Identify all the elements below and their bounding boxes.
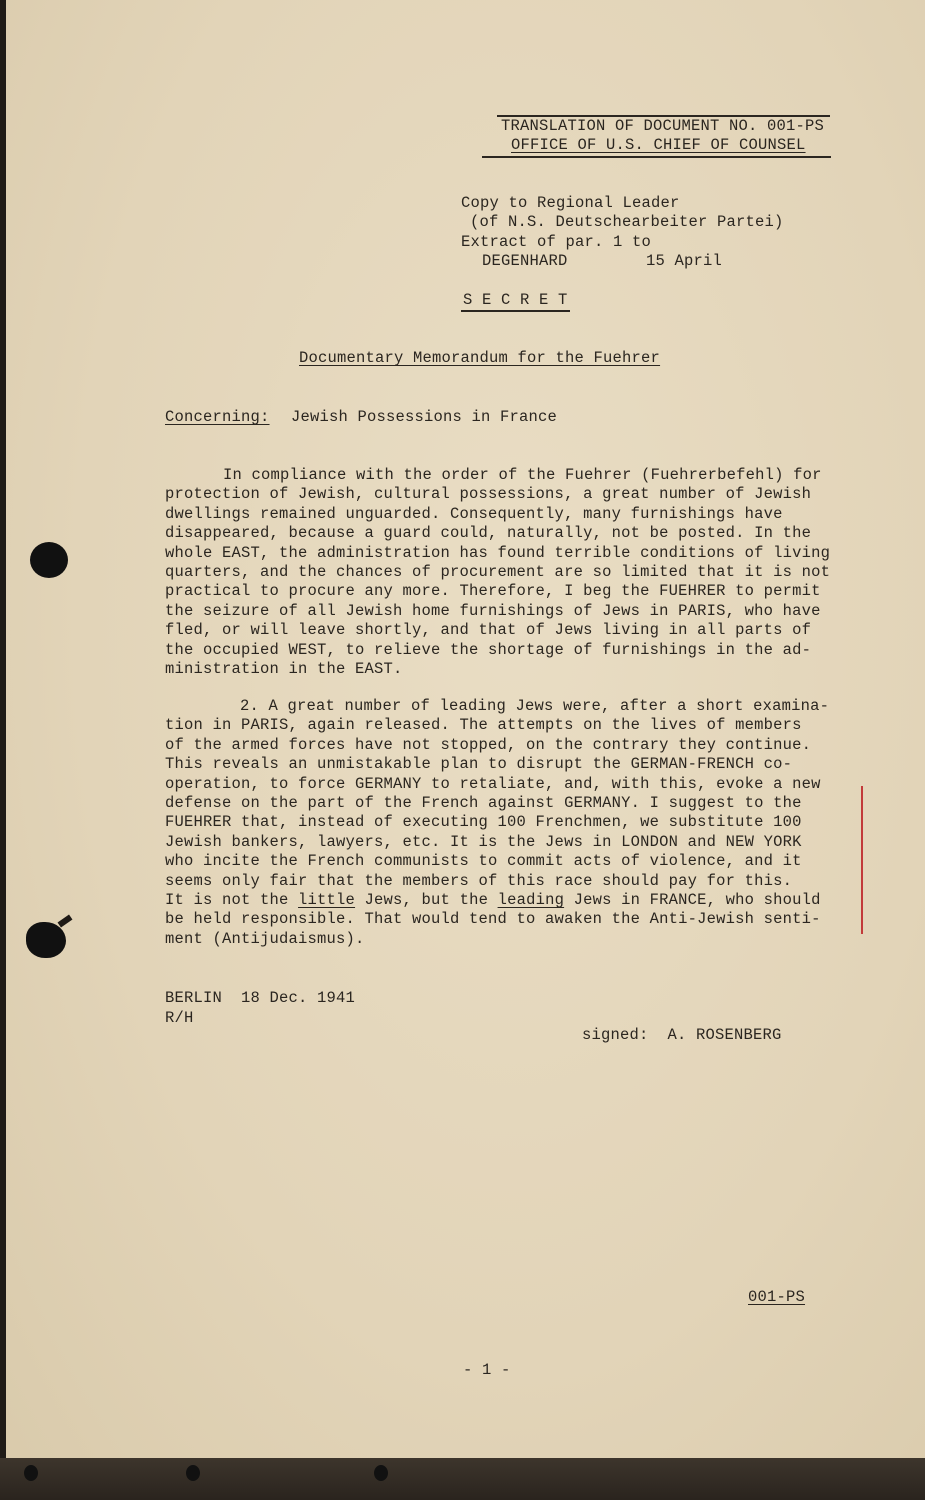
paragraph-1: In compliance with the order of the Fuehrer (Fuehrerbefehl) for protection of Jewish, cultural possessions, a great number of Jewish dwellings remained unguarded. Consequently, many furnishings have disappeared, because a guard could, naturally, not be posted. In the whole EAST, the administration has found terrible conditions of living quarters, and the chances of procurement are so limited that it is not practical to procure any more. Therefore, I beg the FUEHRER to permit the seizure of all Jewish home furnishings of Jews in PARIS, who have fled, or will leave shortly, and that of Jews living in all parts of the occupied WEST, to relieve the shortage of furnishings in the ad- ministration in the EAST. bbox=[165, 466, 831, 679]
binding-hole-1 bbox=[24, 1465, 38, 1481]
document-number: 001-PS bbox=[748, 1288, 806, 1306]
paragraph-2-part2: Jews, but the bbox=[355, 891, 498, 910]
place-date: BERLIN 18 Dec. 1941 bbox=[165, 989, 356, 1007]
word-leading: leading bbox=[497, 891, 565, 910]
paragraph-2-part3: Jews in FRANCE, who should be held responsible. That would tend to awaken the Anti-Jewish senti- ment (Antijudaismus). bbox=[165, 891, 821, 948]
header-office-line: OFFICE OF U.S. CHIEF OF COUNSEL bbox=[511, 136, 806, 154]
header-top-rule bbox=[497, 115, 830, 117]
memo-title: Documentary Memorandum for the Fuehrer bbox=[299, 349, 661, 367]
binding-strip bbox=[0, 1458, 925, 1500]
classification-stamp: S E C R E T bbox=[463, 291, 568, 309]
punch-hole-top bbox=[30, 542, 68, 578]
red-margin-mark bbox=[861, 786, 863, 934]
header-bottom-rule bbox=[482, 156, 831, 158]
concerning-label: Concerning: bbox=[165, 408, 270, 426]
classification-rule bbox=[461, 310, 570, 312]
word-little: little bbox=[298, 891, 356, 910]
recipient-name: DEGENHARD bbox=[482, 252, 568, 270]
header-translation-line: TRANSLATION OF DOCUMENT NO. 001-PS bbox=[501, 117, 825, 135]
party-line: (of N.S. Deutschearbeiter Partei) bbox=[470, 213, 784, 231]
paragraph-2 bbox=[165, 697, 855, 949]
binding-hole-2 bbox=[186, 1465, 200, 1481]
extract-line: Extract of par. 1 to bbox=[461, 233, 652, 251]
binding-hole-3 bbox=[374, 1465, 388, 1481]
page-number: - 1 - bbox=[463, 1361, 511, 1379]
initials: R/H bbox=[165, 1009, 194, 1027]
recipient-date: 15 April bbox=[646, 252, 723, 270]
concerning-subject: Jewish Possessions in France bbox=[291, 408, 558, 426]
copy-to-line: Copy to Regional Leader bbox=[461, 194, 680, 212]
signature-line: signed: A. ROSENBERG bbox=[582, 1026, 782, 1044]
paragraph-2-part1: 2. A great number of leading Jews were, after a short examina- tion in PARIS, again released. The attempts on the lives of members of the armed forces have not stopped, on the contrary they continue. This reveals an unmistakable plan to disrupt the GERMAN-FRENCH co- operation, to force GERMANY to retaliate, and, with this, evoke a new defense on the part of the French against GERMANY. I suggest to the FUEHRER that, instead of executing 100 Frenchmen, we substitute 100 Jewish bankers, lawyers, etc. It is the Jews in LONDON and NEW YORK who incite the French communists to commit acts of violence, and it seems only fair that the members of this race should pay for this. It is not the bbox=[165, 697, 830, 910]
